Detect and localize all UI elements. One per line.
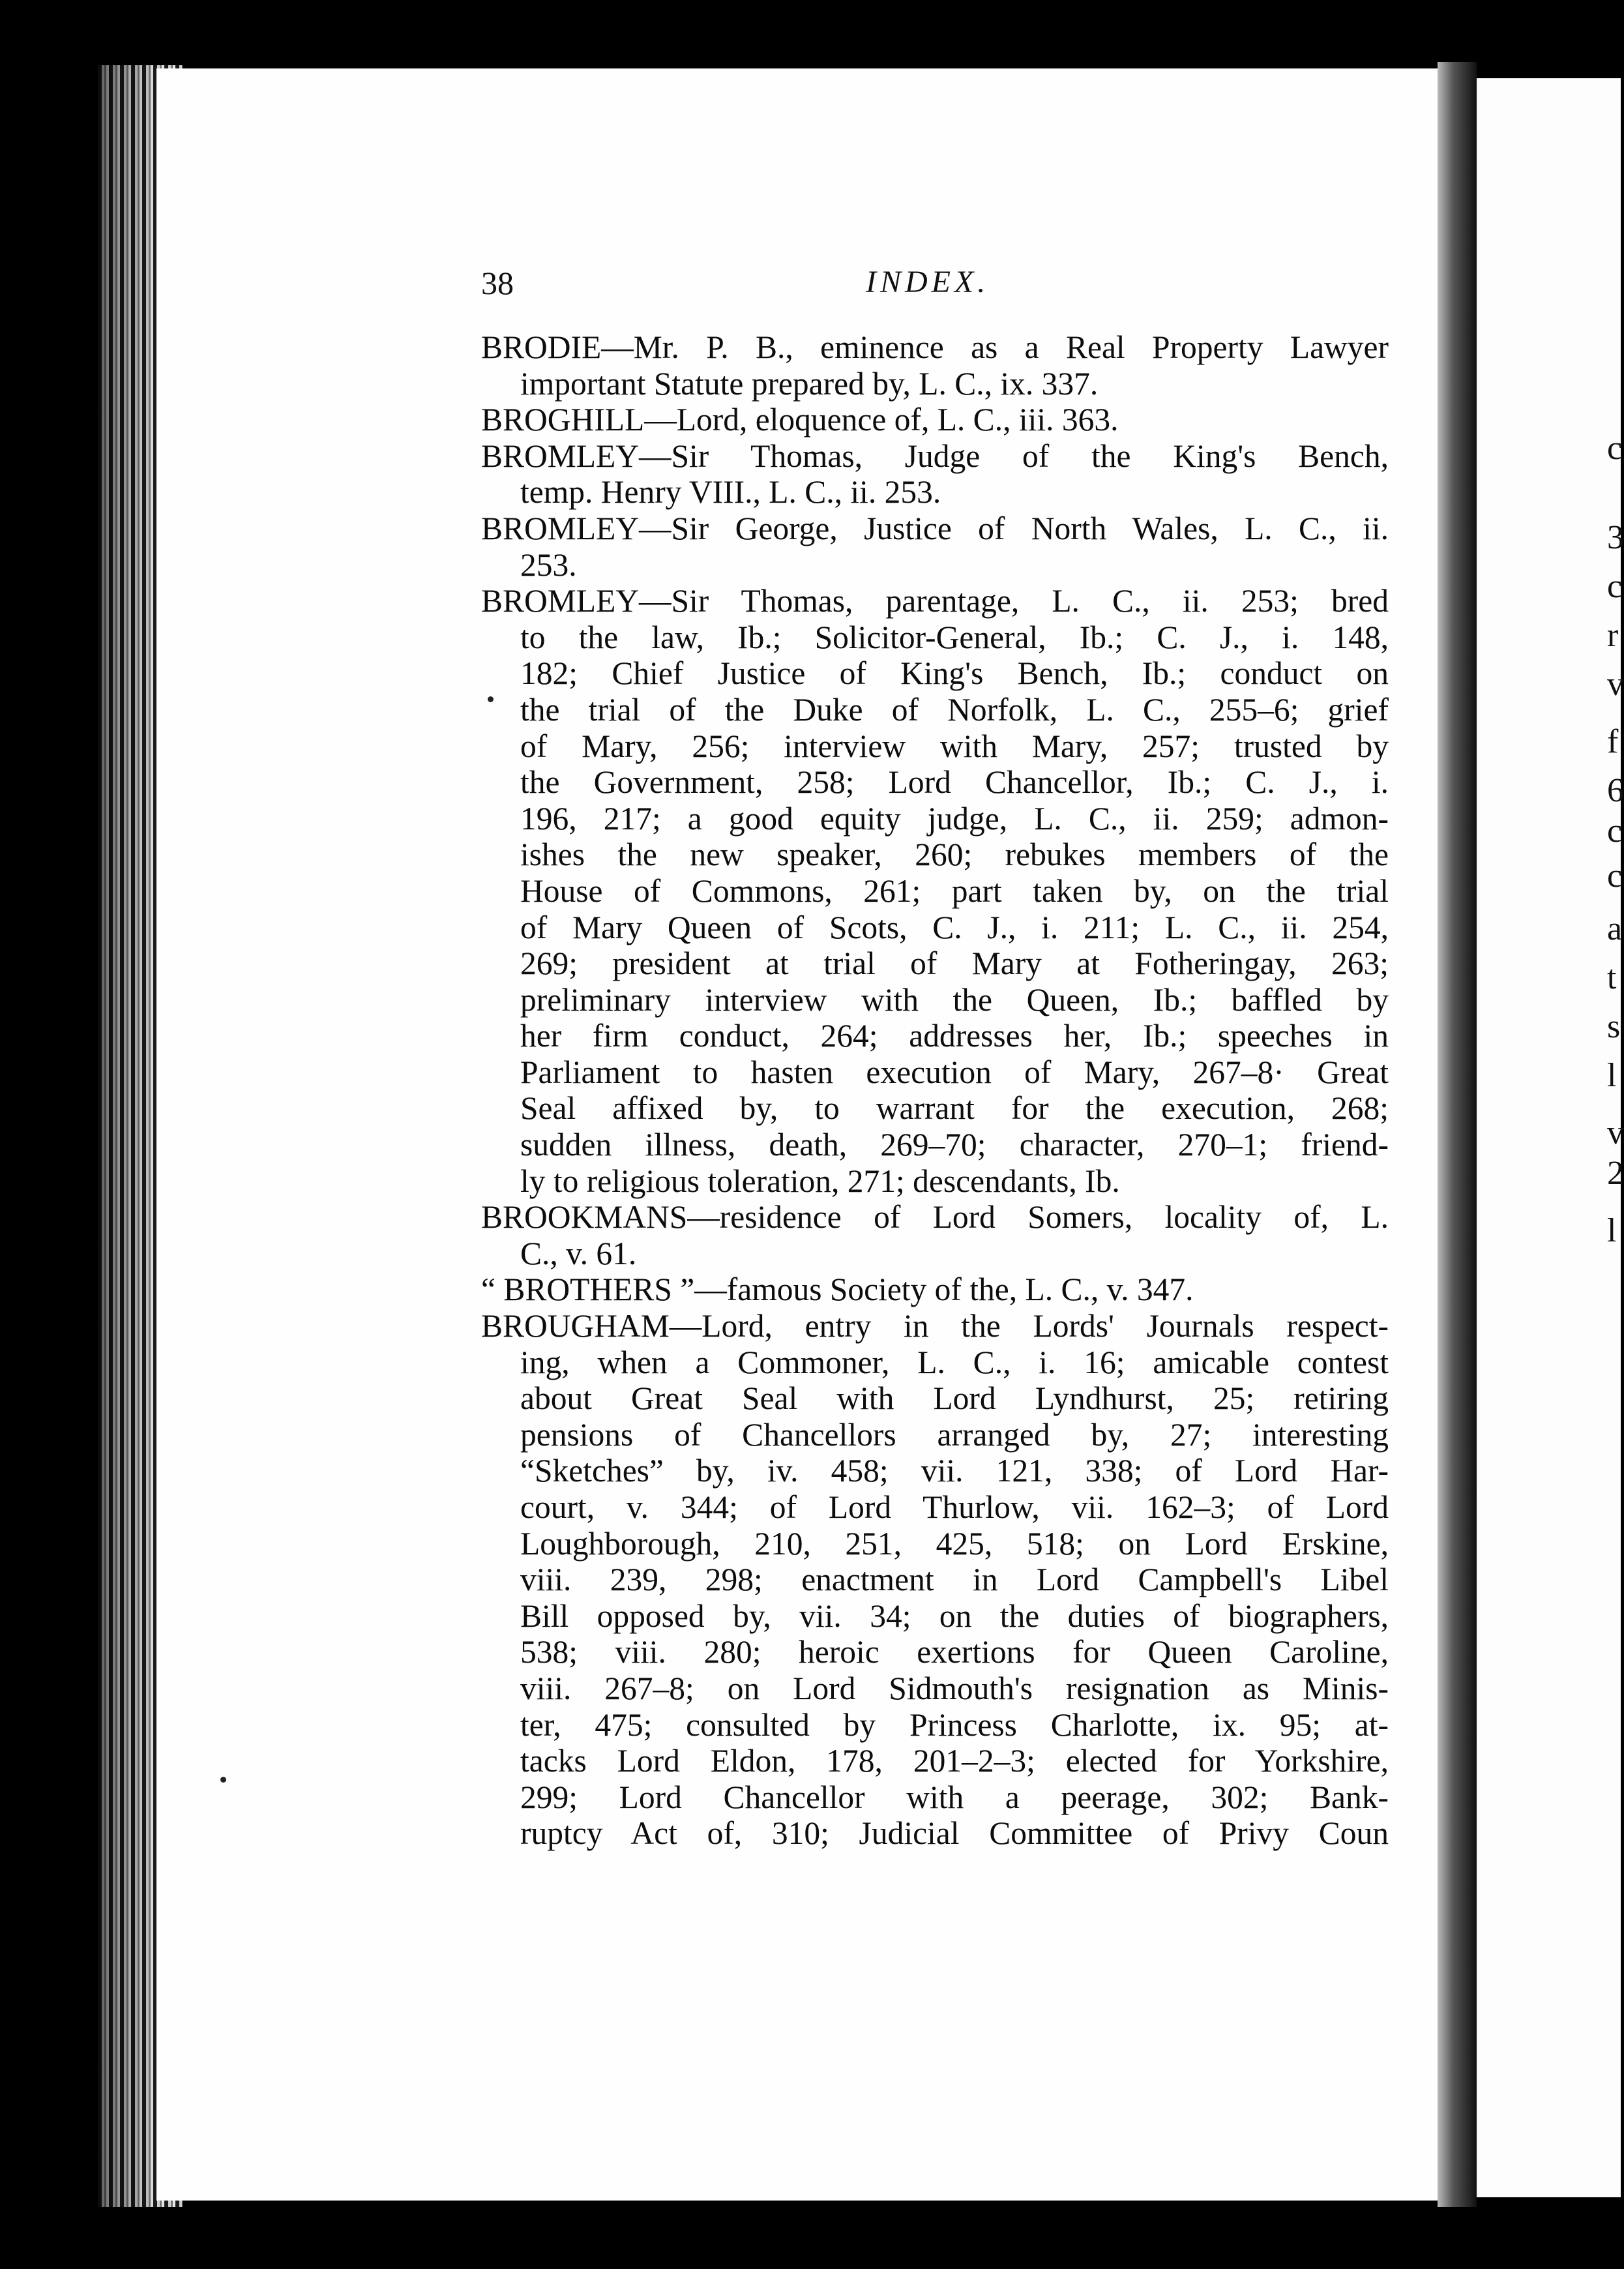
facing-page-fragment: c: [1607, 429, 1623, 467]
facing-page-fragment: 6: [1607, 771, 1624, 809]
index-entry-line: Parliament to hasten execution of Mary, 267–8· Great: [520, 1054, 1389, 1090]
facing-page-fragment: c: [1607, 812, 1623, 850]
index-entry-line: court, v. 344; of Lord Thurlow, vii. 162–3; of Lord: [520, 1489, 1389, 1525]
index-entry-line: 196, 217; a good equity judge, L. C., ii. 259; admon-: [520, 800, 1389, 837]
index-entry-line: important Statute prepared by, L. C., ix. 337.: [520, 365, 1099, 402]
facing-page-fragment: r: [1607, 617, 1619, 654]
index-entry-line: House of Commons, 261; part taken by, on the trial: [520, 872, 1389, 909]
index-entry-line: 269; president at trial of Mary at Fotheringay, 263;: [520, 945, 1389, 982]
index-entry-line: ing, when a Commoner, L. C., i. 16; amicable contest: [520, 1344, 1389, 1380]
index-entry-line: tacks Lord Eldon, 178, 201–2–3; elected for Yorkshire,: [520, 1743, 1389, 1779]
index-entry-line: ly to religious toleration, 271; descendants, Ib.: [520, 1163, 1120, 1199]
index-entry-line: the trial of the Duke of Norfolk, L. C., 255–6; grief: [520, 691, 1389, 728]
page-number: 38: [481, 265, 514, 301]
index-entry-line: C., v. 61.: [520, 1235, 637, 1271]
index-entry-line: viii. 267–8; on Lord Sidmouth's resignation as Minis-: [520, 1670, 1389, 1706]
page-title: INDEX.: [866, 265, 990, 299]
index-entry-line: ter, 475; consulted by Princess Charlotte, ix. 95; at-: [520, 1706, 1389, 1743]
facing-page-fragment: s: [1607, 1008, 1621, 1045]
index-entry-line: 299; Lord Chancellor with a peerage, 302; Bank-: [520, 1779, 1389, 1815]
index-entry-head-line: BROMLEY—Sir George, Justice of North Wales, L. C., ii.: [481, 510, 1389, 546]
index-entry-line: preliminary interview with the Queen, Ib.; baffled by: [520, 981, 1389, 1018]
index-entry-line: of Mary, 256; interview with Mary, 257; trusted by: [520, 728, 1389, 764]
index-entry-head-line: BROMLEY—Sir Thomas, parentage, L. C., ii. 253; bred: [481, 583, 1389, 619]
index-entry-line: Seal affixed by, to warrant for the execution, 268;: [520, 1090, 1389, 1127]
index-entry-line: 253.: [520, 546, 577, 583]
index-entry-line: viii. 239, 298; enactment in Lord Campbell's Libel: [520, 1562, 1389, 1598]
index-entry-head-line: BROUGHAM—Lord, entry in the Lords' Journals respect-: [481, 1308, 1389, 1344]
index-entry-line: to the law, Ib.; Solicitor-General, Ib.; C. J., i. 148,: [520, 619, 1389, 655]
index-entry-line: “Sketches” by, iv. 458; vii. 121, 338; of Lord Har-: [520, 1453, 1389, 1489]
index-entry-line: pensions of Chancellors arranged by, 27; interesting: [520, 1416, 1389, 1453]
running-head: [481, 264, 1381, 310]
index-entry-line: of Mary Queen of Scots, C. J., i. 211; L. C., ii. 254,: [520, 909, 1389, 945]
index-entry-line: her firm conduct, 264; addresses her, Ib.; speeches in: [520, 1018, 1389, 1054]
index-entry-line: ruptcy Act of, 310; Judicial Committee of Privy Coun: [520, 1815, 1389, 1852]
ink-speck: [488, 696, 494, 702]
facing-page-fragment: l: [1607, 1057, 1617, 1094]
index-entry-head-line: BROGHILL—Lord, eloquence of, L. C., iii. 363.: [481, 402, 1119, 438]
index-entry-head-line: BROMLEY—Sir Thomas, Judge of the King's Bench,: [481, 437, 1389, 474]
facing-page-fragment: 2: [1607, 1155, 1624, 1192]
facing-page-fragment: v: [1607, 1114, 1624, 1151]
ink-speck: [220, 1777, 226, 1783]
facing-page-fragment: c: [1607, 568, 1623, 605]
facing-page-fragment: f: [1607, 722, 1619, 760]
facing-page-fragment: t: [1607, 959, 1617, 996]
facing-page-fragment: c: [1607, 857, 1623, 895]
index-entry-line: ishes the new speaker, 260; rebukes members of the: [520, 837, 1389, 873]
index-entry-head-line: BRODIE—Mr. P. B., eminence as a Real Property Lawyer: [481, 329, 1389, 365]
index-entry-head-line: BROOKMANS—residence of Lord Somers, locality of, L.: [481, 1199, 1389, 1236]
index-entry-line: 538; viii. 280; heroic exertions for Queen Caroline,: [520, 1634, 1389, 1670]
index-entries: [481, 329, 1389, 1852]
facing-page-fragment: v: [1607, 666, 1624, 703]
index-entry-line: Bill opposed by, vii. 34; on the duties of biographers,: [520, 1597, 1389, 1634]
index-entry-head-line: “ BROTHERS ”—famous Society of the, L. C., v. 347.: [481, 1271, 1194, 1308]
index-entry-line: the Government, 258; Lord Chancellor, Ib.; C. J., i.: [520, 764, 1389, 801]
index-entry-line: sudden illness, death, 269–70; character, 270–1; friend-: [520, 1127, 1389, 1163]
index-entry-line: 182; Chief Justice of King's Bench, Ib.; conduct on: [520, 655, 1389, 692]
index-entry-line: Loughborough, 210, 251, 425, 518; on Lord Erskine,: [520, 1525, 1389, 1562]
facing-page-fragment: a: [1607, 910, 1623, 947]
facing-page-edge: [1477, 78, 1624, 2197]
gutter-shadow: [1438, 62, 1477, 2207]
facing-page-fragment: 3: [1607, 519, 1624, 556]
index-entry-line: about Great Seal with Lord Lyndhurst, 25; retiring: [520, 1380, 1389, 1417]
index-entry-line: temp. Henry VIII., L. C., ii. 253.: [520, 474, 941, 511]
facing-page-fragment: l: [1607, 1211, 1617, 1249]
